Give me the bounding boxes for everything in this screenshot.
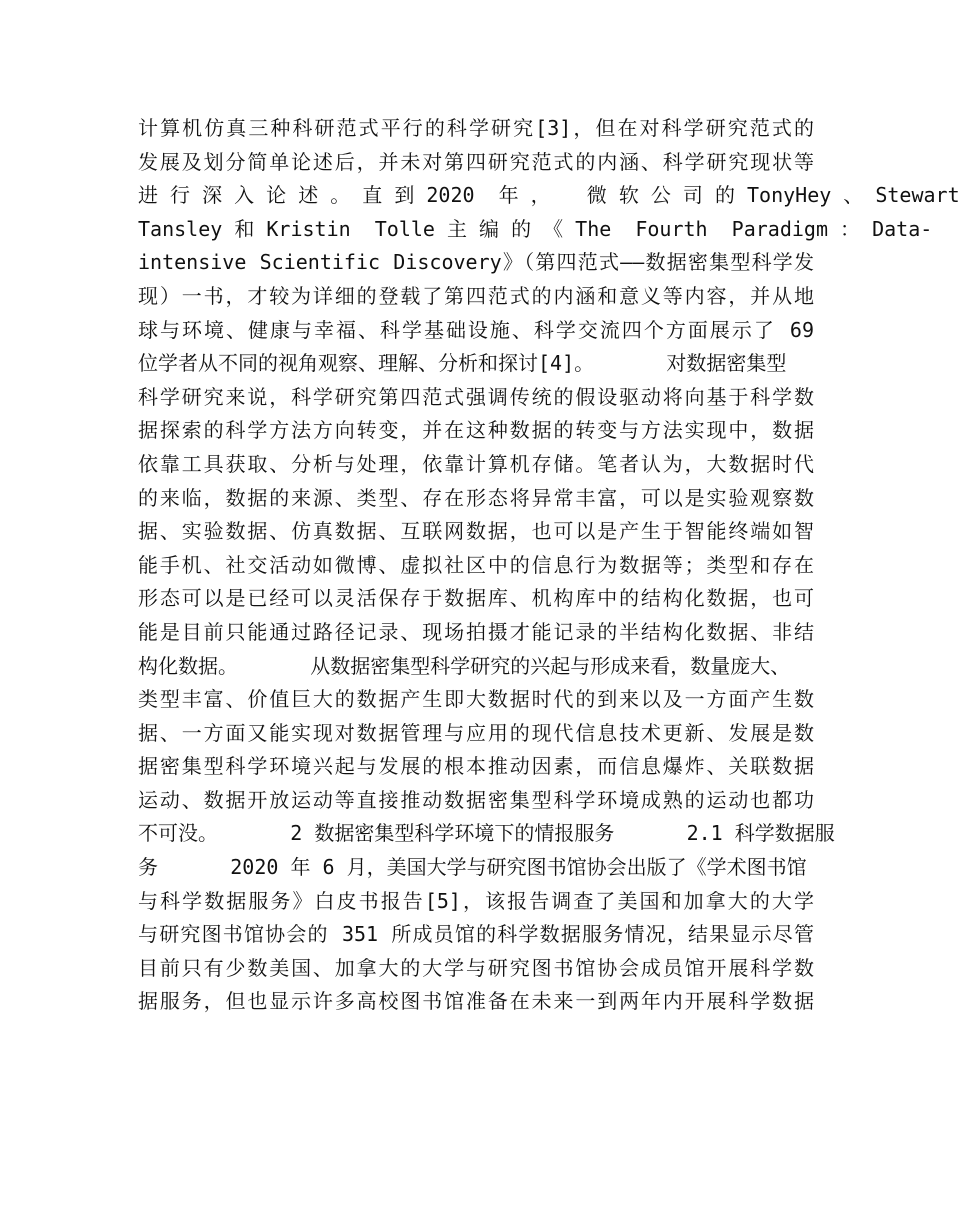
text-line: 与科学数据服务》白皮书报告[5]，该报告调查了美国和加拿大的大学 [138, 888, 814, 913]
text-line: 依靠工具获取、分析与处理，依靠计算机存储。笔者认为，大数据时代 [138, 451, 814, 476]
text-line: 计算机仿真三种科研范式平行的科学研究[3]，但在对科学研究范式的 [138, 116, 814, 140]
text-line: 运动、数据开放运动等直接推动数据密集型科学环境成熟的运动也都功 [138, 787, 814, 812]
text-line: 构化数据。 从数据密集型科学研究的兴起与形成来看，数量庞大、 [138, 653, 791, 678]
text-line: 目前只有少数美国、加拿大的大学与研究图书馆协会成员馆开展科学数 [138, 955, 814, 980]
text-line: intensive Scientific Discovery》（第四范式——数据密集型科学发 [138, 250, 814, 275]
body-text [138, 112, 960, 1019]
text-line: 科学研究来说，科学研究第四范式强调传统的假设驱动将向基于科学数 [138, 384, 814, 409]
text-line: 能是目前只能通过路径记录、现场拍摄才能记录的半结构化数据、非结 [138, 619, 814, 644]
text-line: 位学者从不同的视角观察、理解、分析和探讨[4]。 对数据密集型 [138, 351, 787, 376]
text-line: 与研究图书馆协会的 351 所成员馆的科学数据服务情况，结果显示尽管 [138, 922, 814, 947]
text-line: 的来临，数据的来源、类型、存在形态将异常丰富，可以是实验观察数 [138, 485, 814, 510]
text-line: 据、一方面又能实现对数据管理与应用的现代信息技术更新、发展是数 [138, 720, 814, 745]
text-line: 形态可以是已经可以灵活保存于数据库、机构库中的结构化数据，也可 [138, 586, 814, 611]
text-line: 据探索的科学方法方向转变，并在这种数据的转变与方法实现中，数据 [138, 418, 814, 443]
text-line: Tansley 和 Kristin Tolle 主 编 的 《 The Fourth Paradigm ： Data- [138, 216, 933, 241]
text-line: 进 行 深 入 论 述 。 直 到 2020 年 ， 微 软 公 司 的 TonyHey 、 Stewart [138, 183, 960, 208]
text-line: 不可没。 2 数据密集型科学环境下的情报服务 2.1 科学数据服 [138, 821, 835, 846]
text-line: 现）一书，才较为详细的登载了第四范式的内涵和意义等内容，并从地 [138, 283, 814, 308]
text-line: 据服务，但也显示许多高校图书馆准备在未来一到两年内开展科学数据 [138, 989, 814, 1014]
text-line: 务 2020 年 6 月，美国大学与研究图书馆协会出版了《学术图书馆 [138, 855, 807, 880]
text-line: 据、实验数据、仿真数据、互联网数据，也可以是产生于智能终端如智 [138, 519, 814, 544]
text-line: 据密集型科学环境兴起与发展的根本推动因素，而信息爆炸、关联数据 [138, 754, 814, 779]
text-line: 球与环境、健康与幸福、科学基础设施、科学交流四个方面展示了 69 [138, 317, 814, 342]
text-line: 发展及划分简单论述后，并未对第四研究范式的内涵、科学研究现状等 [138, 149, 814, 174]
text-line: 能手机、社交活动如微博、虚拟社区中的信息行为数据等；类型和存在 [138, 552, 814, 577]
text-line: 类型丰富、价值巨大的数据产生即大数据时代的到来以及一方面产生数 [138, 687, 814, 712]
